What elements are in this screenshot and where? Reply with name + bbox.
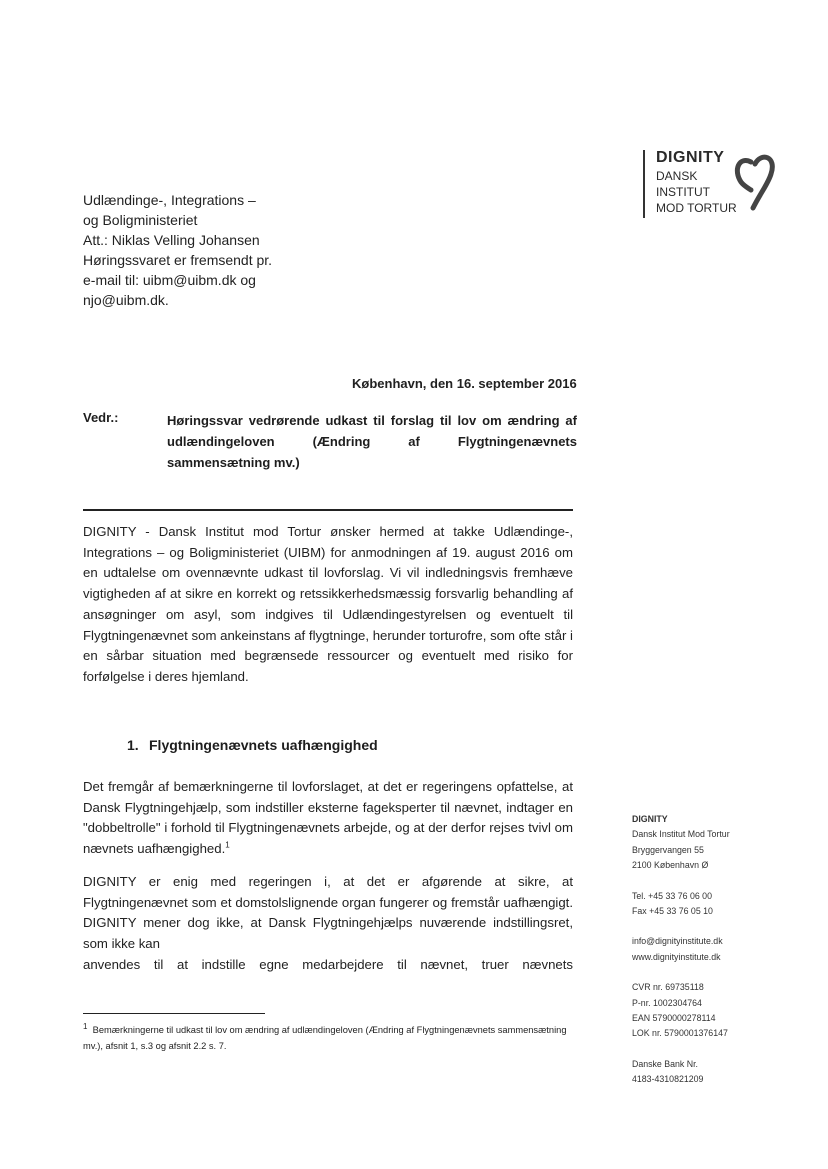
address-line: Att.: Niklas Velling Johansen [83,232,260,248]
subject-text: Høringssvar vedrørende udkast til forslag til lov om ændring af udlændingeloven (Ændring af Flygtningenævnets sammensætning mv.) [167,413,577,470]
footnote-text: Bemærkningerne til udkast til lov om ændring af udlændingeloven (Ændring af Flygtningenævnets sammensætning mv.), afsnit 1, s.3 og afsnit 2.2 s. 7. [83,1025,567,1051]
section-heading [127,737,378,753]
recipient-address [83,190,343,310]
sidebar-id: EAN 5790000278114 [632,1013,716,1024]
logo-line: INSTITUT [656,185,710,199]
footnote-number: 1 [83,1021,88,1031]
sidebar-id: LOK nr. 5790001376147 [632,1028,728,1039]
subject-label: Vedr.: [83,410,119,425]
footnote [83,1023,573,1054]
sidebar-address-line: Dansk Institut Mod Tortur [632,829,730,840]
sidebar-id: CVR nr. 69735118 [632,982,704,993]
sender-info-sidebar [632,812,802,1103]
address-line: Høringssvaret er fremsendt pr. [83,252,273,268]
sidebar-fax: Fax +45 33 76 05 10 [632,906,713,917]
logo-name: DIGNITY [656,149,725,166]
footnote-ref: 1 [225,840,230,850]
address-line: njo@uibm.dk. [83,292,169,308]
sidebar-email: info@dignityinstitute.dk [632,936,723,947]
section-title: Flygtningenævnets uafhængighed [149,737,378,753]
dateline: København, den 16. september 2016 [352,376,577,391]
horizontal-rule [83,509,573,511]
sidebar-bank-account: 4183-4310821209 [632,1074,704,1085]
sidebar-website: www.dignityinstitute.dk [632,951,721,962]
intro-paragraph: DIGNITY - Dansk Institut mod Tortur ønsker hermed at takke Udlændinge-, Integrations – og Boligministeriet (UIBM) for anmodningen af 19. august 2016 om en udtalelse om ovennævnte udkast til lovforslag. Vi vil indledningsvis fremhæve vigtigheden af at sikre en korrekt og retssikkerhedsmæssig forsvarlig behandling af ansøgninger om asyl, som indgives til Udlændingestyrelsen og eventuelt til Flygtningenævnet som ankeinstans af flygtninge, herunder torturofre, som ofte står i en sårbar situation med begrænsede ressourcer og eventuelt med risiko for forfølgelse i deres hjemland. [83,524,573,684]
address-line: e-mail til: uibm@uibm.dk og [83,272,256,288]
body-paragraph [83,777,573,860]
sidebar-org: DIGNITY [632,814,668,824]
address-line: Udlændinge-, Integrations – [83,192,256,208]
address-line: og Boligministeriet [83,212,198,228]
footnote-rule [83,1013,265,1014]
sidebar-address-line: Bryggervangen 55 [632,844,704,855]
sidebar-phone: Tel. +45 33 76 06 00 [632,890,712,901]
section-number: 1. [127,737,139,753]
sidebar-bank: Danske Bank Nr. [632,1058,699,1069]
logo-divider [643,150,645,218]
dignity-logo [643,146,783,222]
paragraph-text: Det fremgår af bemærkningerne til lovforslaget, at det er regeringens opfattelse, at Dansk Flygtningehjælp, som indstiller eksterne fageksperter til nævnet, indtager en "dobbeltrolle" i forhold til Flygtningenævnets arbejde, og at der derfor rejses tvivl om nævnets uafhængighed. [83,779,573,857]
body-paragraph [83,872,573,976]
heart-icon [731,148,779,212]
logo-line: MOD TORTUR [656,201,737,215]
paragraph-last-line: anvendes til at indstille egne medarbejdere til nævnet, truer nævnets [83,956,573,972]
sidebar-id: P-nr. 1002304764 [632,997,702,1008]
sidebar-address-line: 2100 København Ø [632,860,709,871]
paragraph-text: DIGNITY er enig med regeringen i, at det er afgørende at sikre, at Flygtningenævnet som et domstolslignende organ fungerer og fremstår uafhængigt. DIGNITY mener dog ikke, at Dansk Flygtningehjælps nuværende indstillingsret, som ikke kan [83,874,573,952]
logo-line: DANSK [656,169,698,183]
